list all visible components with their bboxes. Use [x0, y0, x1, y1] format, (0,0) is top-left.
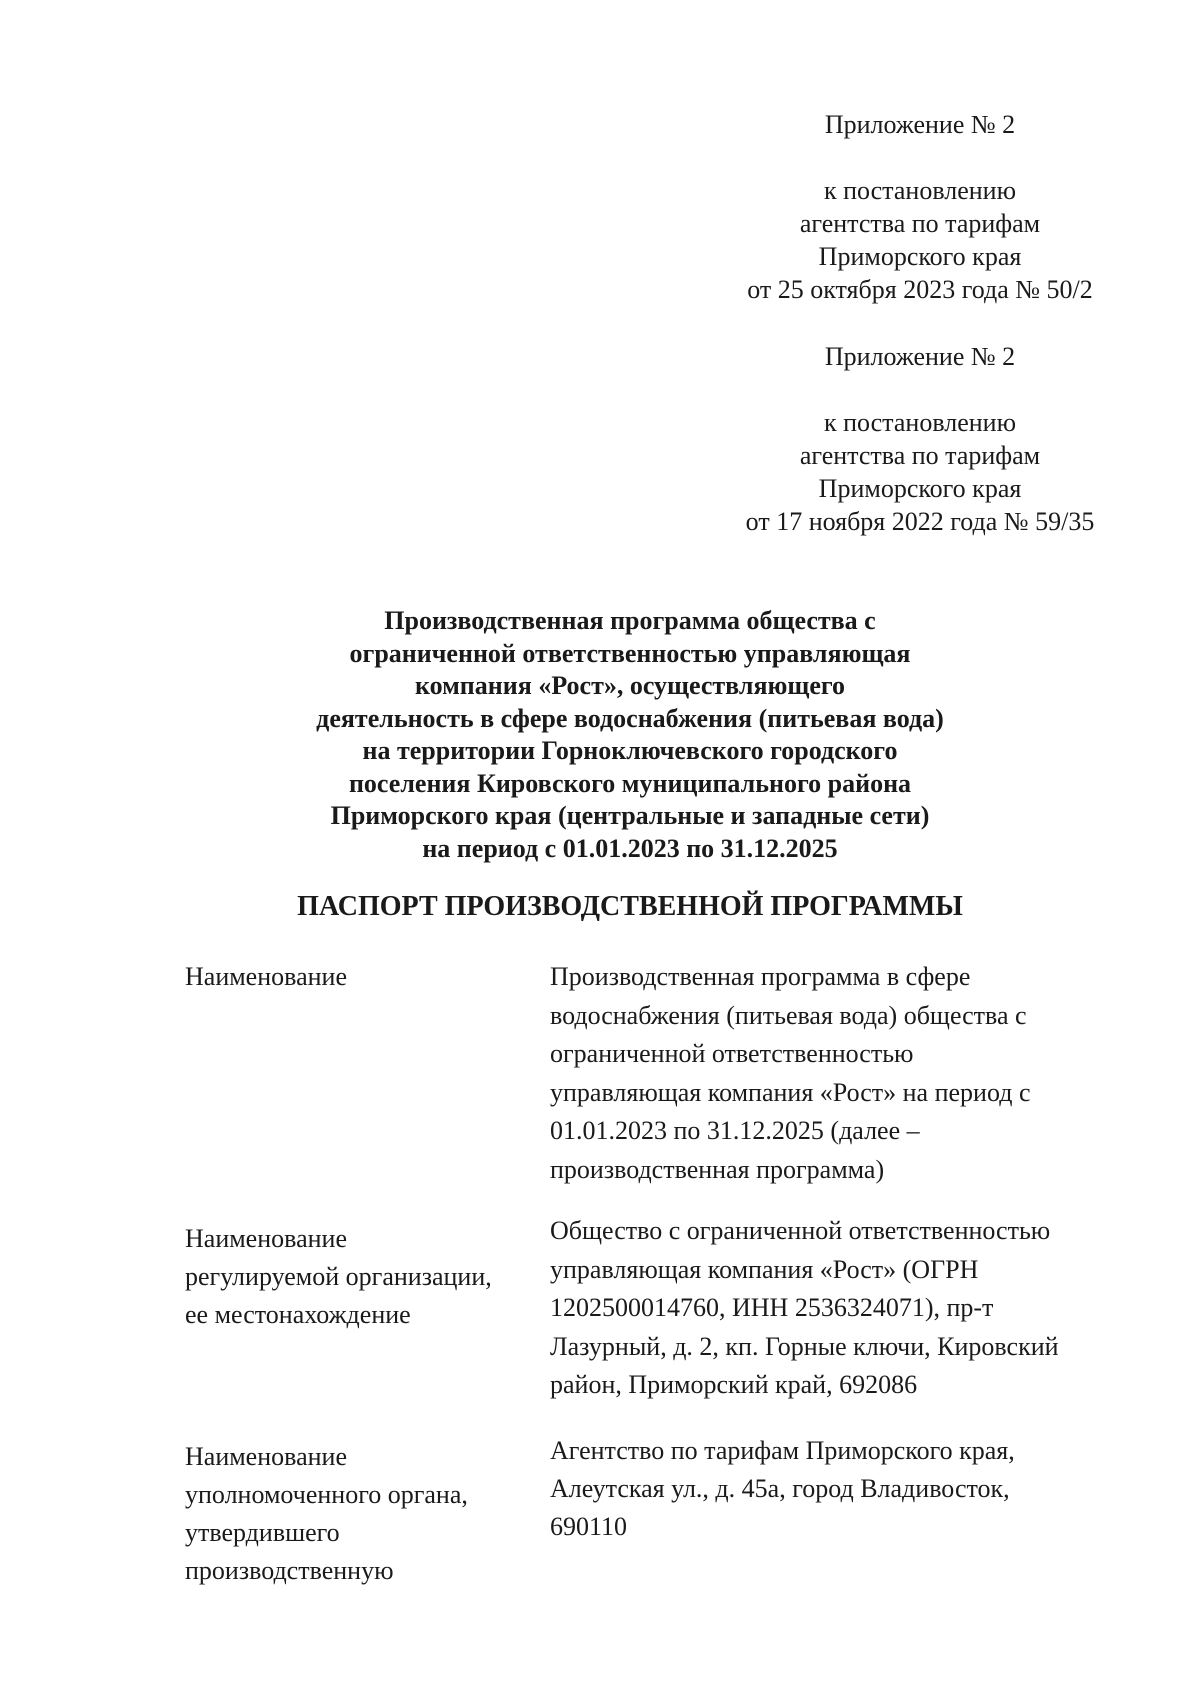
passport-heading: ПАСПОРТ ПРОИЗВОДСТВЕННОЙ ПРОГРАММЫ — [297, 891, 963, 922]
title-line: ограниченной ответственностью управляющая — [349, 638, 911, 668]
value-line: Производственная программа в сфере — [550, 962, 971, 991]
title-line: Производственная программа общества с — [384, 606, 876, 635]
appendix-block-2022 — [720, 340, 1120, 538]
title-line: деятельность в сфере водоснабжения (питьевая вода) — [316, 703, 944, 733]
label-line: регулируемой организации, — [185, 1262, 492, 1291]
row-label — [185, 1220, 545, 1334]
value-line: Агентство по тарифам Приморского края, — [550, 1436, 1015, 1465]
appendix-line: Приморского края — [818, 242, 1022, 271]
appendix-date: от 25 октября 2023 года № 50/2 — [747, 275, 1093, 304]
spacer — [720, 141, 1120, 174]
value-line: Общество с ограниченной ответственностью — [550, 1216, 1051, 1245]
appendix-date: от 17 ноября 2022 года № 59/35 — [745, 507, 1095, 536]
title-line: компания «Рост», осуществляющего — [414, 671, 846, 700]
value-line: производственная программа) — [550, 1154, 885, 1184]
appendix-number: Приложение № 2 — [824, 110, 1016, 139]
value-line: ограниченной ответственностью — [550, 1039, 914, 1068]
label-line: Наименование — [185, 962, 347, 991]
row-label — [185, 958, 545, 996]
row-value — [550, 958, 1120, 1189]
value-line: Лазурный, д. 2, кп. Горные ключи, Кировский — [550, 1331, 1059, 1361]
value-line: 01.01.2023 по 31.12.2025 (далее – — [550, 1116, 920, 1145]
label-line: Наименование — [185, 1224, 347, 1253]
value-line: район, Приморский край, 692086 — [550, 1370, 918, 1399]
title-line: на период с 01.01.2023 по 31.12.2025 — [422, 833, 838, 863]
value-line: Алеутская ул., д. 45а, город Владивосток, — [550, 1474, 1010, 1503]
appendix-line: агентства по тарифам — [799, 441, 1041, 470]
appendix-line: к постановлению — [823, 176, 1017, 205]
spacer — [720, 373, 1120, 406]
value-line: 1202500014760, ИНН 2536324071), пр-т — [550, 1293, 994, 1322]
value-line: 690110 — [550, 1512, 628, 1541]
value-line: водоснабжения (питьевая вода) общества с — [550, 1000, 1027, 1030]
appendix-line: Приморского края — [818, 474, 1022, 503]
label-line: ее местонахождение — [185, 1300, 411, 1329]
label-line: Наименование — [185, 1442, 347, 1471]
label-line: утвердившего — [185, 1518, 340, 1547]
title-line: поселения Кировского муниципального района — [348, 768, 912, 798]
title-line: на территории Горноключевского городского — [362, 736, 898, 765]
value-line: управляющая компания «Рост» на период с — [550, 1077, 1031, 1107]
row-value — [550, 1212, 1120, 1405]
label-line: уполномоченного органа, — [185, 1480, 468, 1509]
appendix-line: агентства по тарифам — [799, 209, 1041, 238]
appendix-line: к постановлению — [823, 408, 1017, 437]
program-title — [200, 605, 1060, 865]
row-label — [185, 1438, 545, 1590]
row-value — [550, 1432, 1120, 1546]
appendix-number: Приложение № 2 — [824, 342, 1016, 371]
label-line: производственную — [185, 1556, 394, 1585]
value-line: управляющая компания «Рост» (ОГРН — [550, 1254, 979, 1284]
appendix-block-2023 — [720, 108, 1120, 306]
title-line: Приморского края (центральные и западные сети) — [330, 801, 930, 830]
